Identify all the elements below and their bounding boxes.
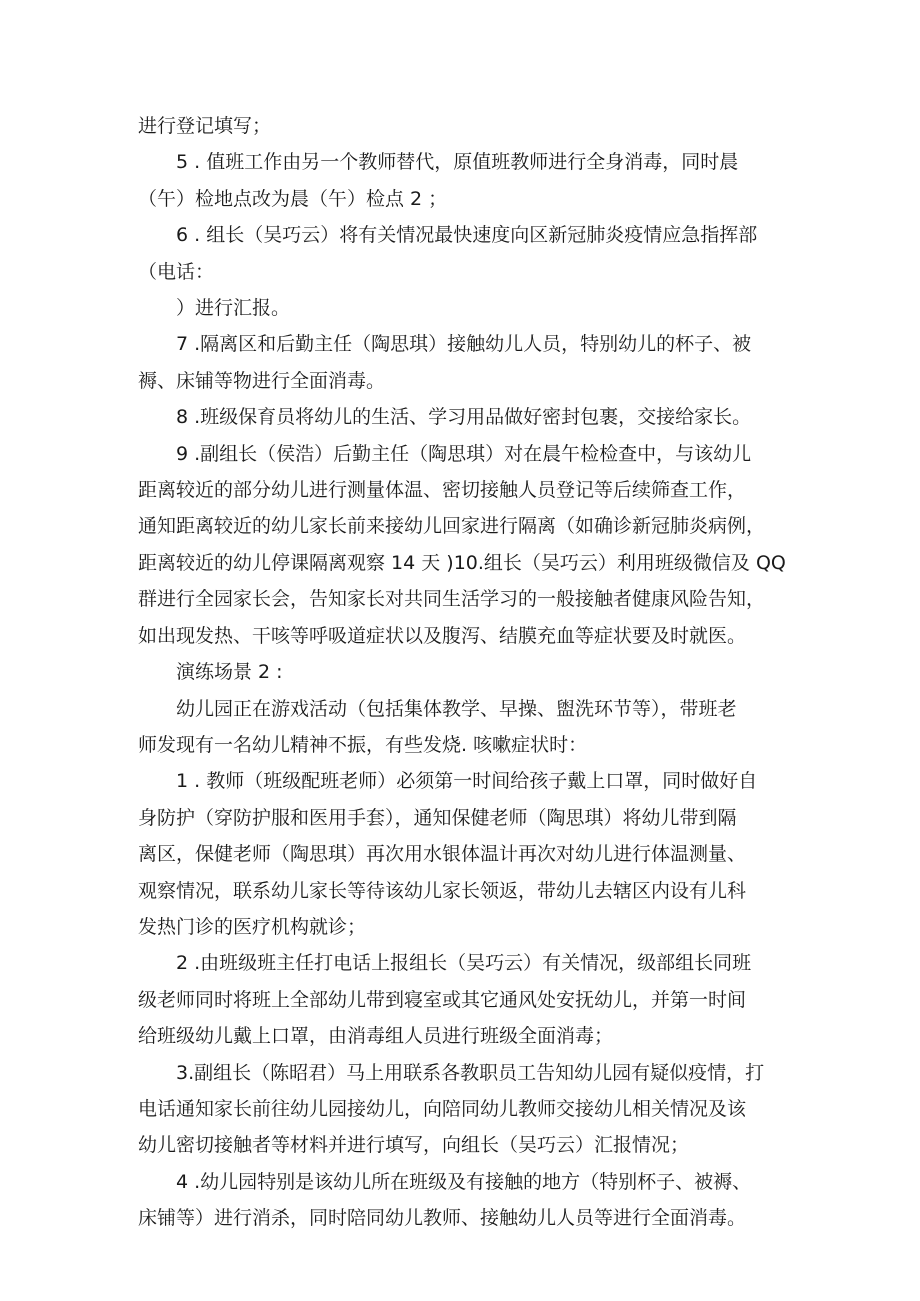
text-line: 1 . 教师（班级配班老师）必须第一时间给孩子戴上口罩，同时做好自 — [176, 770, 758, 793]
text-line: 发热门诊的医疗机构就诊； — [138, 915, 367, 938]
text-line: 电话通知家长前往幼儿园接幼儿，向陪同幼儿教师交接幼儿相关情况及该 — [138, 1097, 747, 1120]
text-line: 通知距离较近的幼儿家长前来接幼儿回家进行隔离（如确诊新冠肺炎病例， — [138, 515, 766, 538]
text-line: 群进行全园家长会，告知家长对共同生活学习的一般接触者健康风险告知， — [138, 588, 766, 611]
text-line: 身防护（穿防护服和医用手套），通知保健老师（陶思琪）将幼儿带到隔 — [138, 806, 737, 829]
text-line: 8 .班级保育员将幼儿的生活、学习用品做好密封包裹，交接给家长。 — [176, 406, 752, 429]
text-line: 师发现有一名幼儿精神不振，有些发烧. 咳嗽症状时： — [138, 733, 588, 756]
text-line: 给班级幼儿戴上口罩，由消毒组人员进行班级全面消毒； — [138, 1025, 614, 1048]
text-line: 级老师同时将班上全部幼儿带到寝室或其它通风处安抚幼儿，并第一时间 — [138, 988, 747, 1011]
text-line: 3.副组长（陈昭君）马上用联系各教职员工告知幼儿园有疑似疫情，打 — [176, 1061, 765, 1084]
text-line: 如出现发热、干咳等呼吸道症状以及腹泻、结膜充血等症状要及时就医。 — [138, 624, 747, 647]
text-line: 幼儿密切接触者等材料并进行填写，向组长（吴巧云）汇报情况； — [138, 1134, 690, 1157]
text-line: 7 .隔离区和后勤主任（陶思琪）接触幼儿人员，特别幼儿的杯子、被 — [176, 333, 752, 356]
text-line: 距离较近的部分幼儿进行测量体温、密切接触人员登记等后续筛查工作， — [138, 479, 747, 502]
text-line: 床铺等）进行消杀，同时陪同幼儿教师、接触幼儿人员等进行全面消毒。 — [138, 1207, 747, 1230]
text-line: 进行登记填写； — [138, 115, 272, 137]
text-line: 褥、床铺等物进行全面消毒。 — [138, 369, 386, 392]
text-line: 演练场景 2 : — [176, 661, 283, 684]
text-line: 5 . 值班工作由另一个教师替代，原值班教师进行全身消毒，同时晨 — [176, 151, 739, 174]
text-line: 2 .由班级班主任打电话上报组长（吴巧云）有关情况，级部组长同班 — [176, 952, 752, 975]
text-line: 距离较近的幼儿停课隔离观察 14 天 )10.组长（吴巧云）利用班级微信及 QQ — [138, 551, 786, 574]
text-line: 9 .副组长（侯浩）后勤主任（陶思琪）对在晨午检检查中，与该幼儿 — [176, 442, 752, 465]
text-line: （电话： — [138, 260, 215, 283]
text-line: 离区，保健老师（陶思琪）再次用水银体温计再次对幼儿进行体温测量、 — [138, 843, 747, 866]
text-line: ）进行汇报。 — [176, 297, 291, 320]
text-line: （午）检地点改为晨（午）检点 2 ； — [138, 187, 448, 210]
text-line: 6 . 组长（吴巧云）将有关情况最快速度向区新冠肺炎疫情应急指挥部 — [176, 224, 758, 247]
text-line: 观察情况，联系幼儿家长等待该幼儿家长领返，带幼儿去辖区内设有儿科 — [138, 879, 747, 902]
text-line: 幼儿园正在游戏活动（包括集体教学、早操、盥洗环节等），带班老 — [176, 697, 737, 720]
text-line: 4 .幼儿园特别是该幼儿所在班级及有接触的地方（特别杯子、被褥、 — [176, 1170, 752, 1193]
document-body — [138, 108, 798, 1237]
